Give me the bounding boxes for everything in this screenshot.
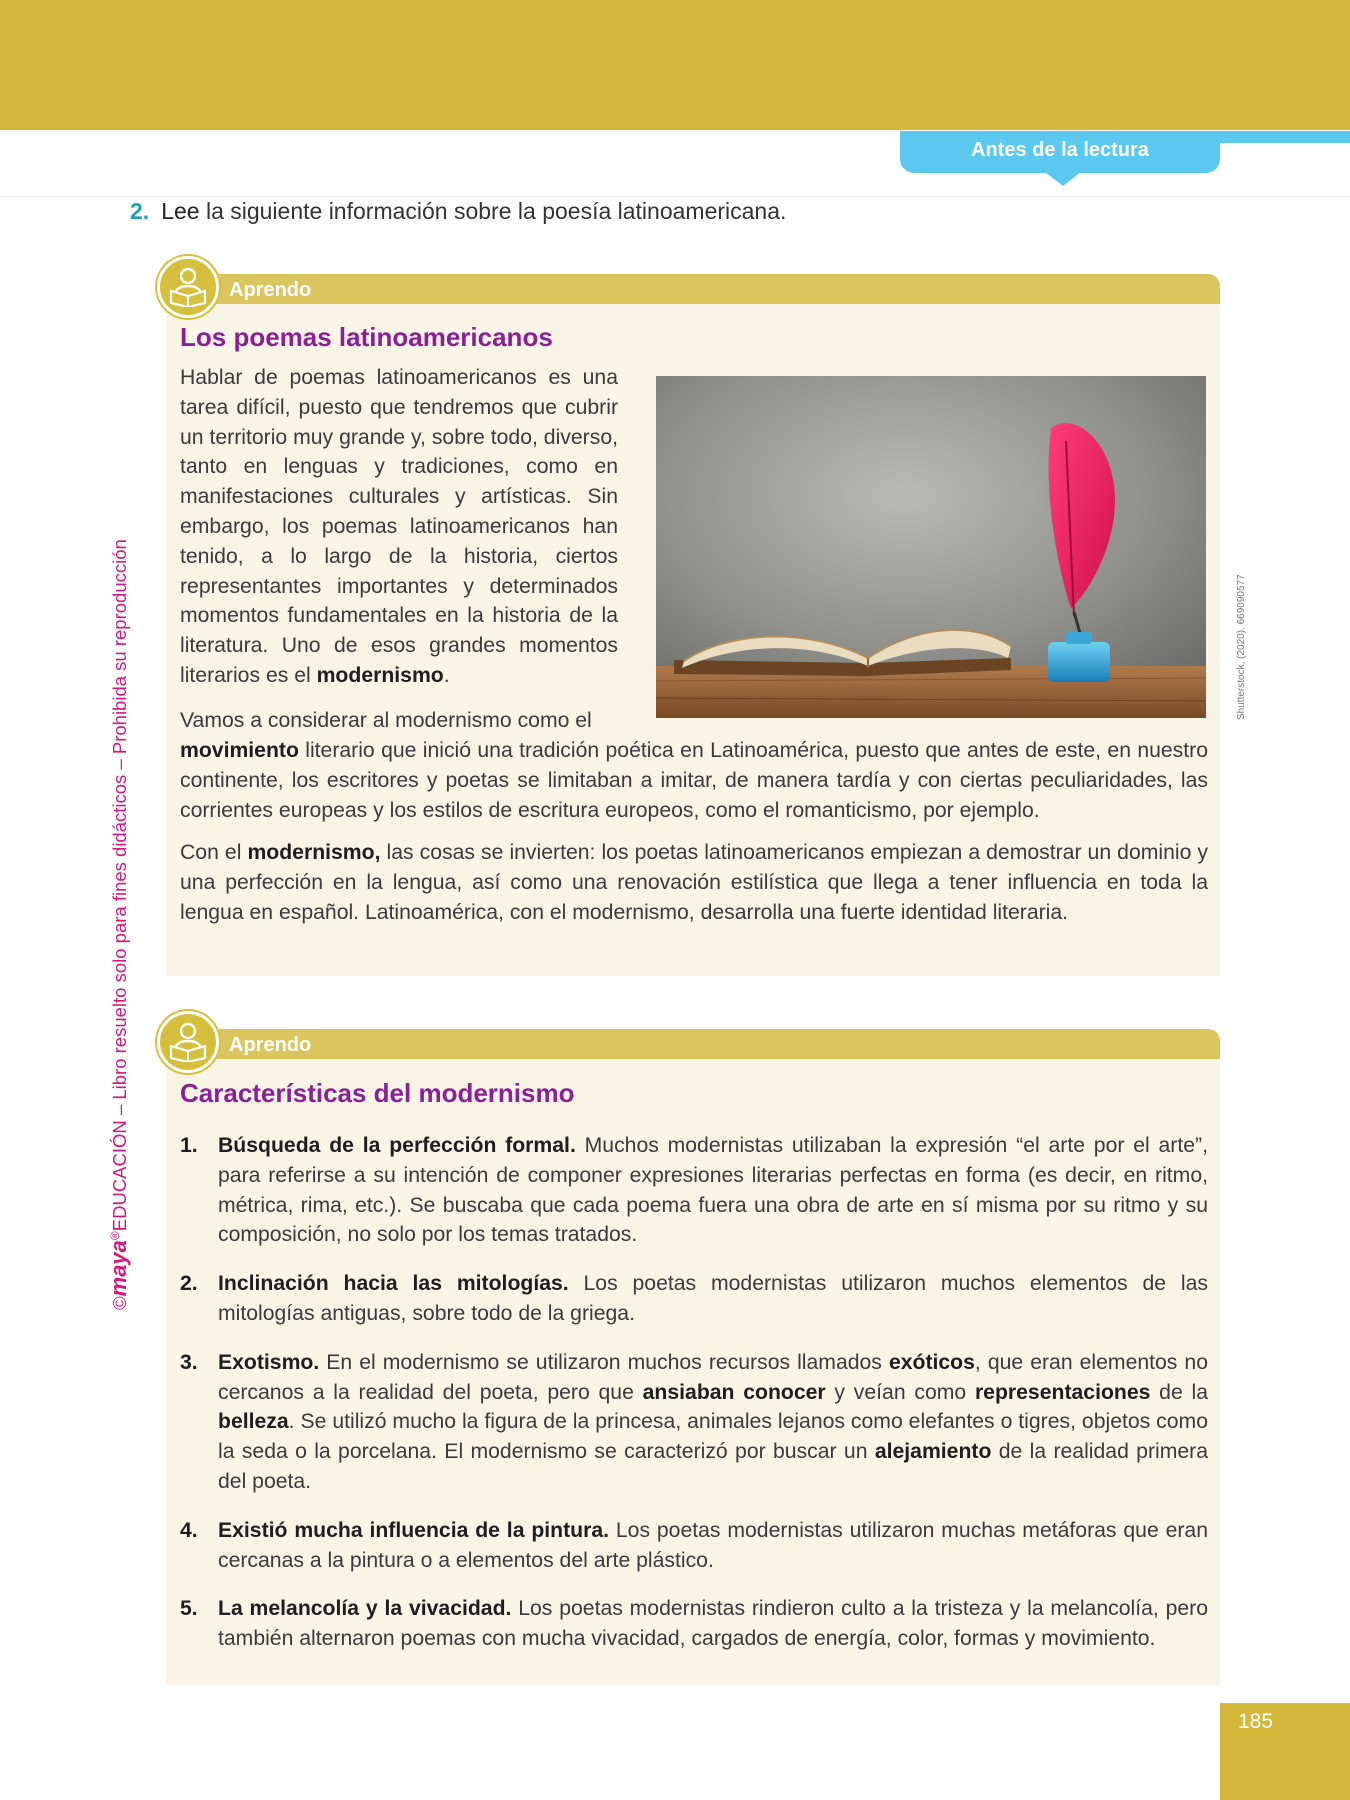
conclusion-bold-term: modernismo, [247, 841, 381, 864]
list-item-number: 3. [180, 1350, 198, 1374]
movement-bold-term: movimiento [180, 739, 299, 762]
list-item-heading: Inclinación hacia las mitologías. [218, 1272, 569, 1296]
registered-mark: ® [107, 1231, 122, 1241]
conclusion-start: Con el [180, 841, 248, 864]
card-title: Los poemas latinoamericanos [180, 322, 553, 352]
conclusion-text: las cosas se invierten: los poetas latinoamericanos empiezan a demostrar un dominio y una perfección en la lengua, así como una renovación estilística que llega a tener influencia en toda la lengua en español. Latinoamérica, con el modernismo, desarrolla una fuerte identidad literaria. [180, 841, 1208, 924]
instruction-text: la siguiente información sobre la poesía latinoamericana. [199, 198, 787, 224]
characteristics-list [180, 1131, 1208, 1673]
list-item-number: 4. [180, 1518, 198, 1542]
list-item-text: Muchos modernistas utilizaban la expresión “el arte por el arte”, para referirse a su intención de componer expresiones literarias perfectas en forma (es decir, en ritmo, métrica, rima, etc.). Se buscaba que cada poema fuera una obra de arte en sí misma por su ritmo y su composición, no solo por los temas tratados. [218, 1134, 1208, 1247]
list-item-bold: ansiaban conocer [642, 1380, 826, 1404]
top-color-band [0, 0, 1350, 130]
list-item [180, 1516, 1208, 1576]
brand-logo-text: maya [106, 1240, 131, 1297]
list-item-text: y veían como [825, 1380, 975, 1404]
list-item-text: . Se utilizó mucho la figura de la princesa, animales lejanos como elefantes o tigres, objetos como la seda o la porcelana. El modernismo se caracterizó por buscar un [218, 1410, 1208, 1464]
list-item-bold: exóticos [888, 1350, 975, 1374]
list-item-text: En el modernismo se utilizaron muchos recursos llamados [319, 1350, 889, 1374]
list-item-heading: La melancolía y la vivacidad. [218, 1597, 512, 1621]
list-item-text: de la realidad primera del poeta. [218, 1440, 1208, 1493]
list-item-heading: Búsqueda de la perfección formal. [218, 1134, 576, 1157]
list-item-number: 5. [180, 1597, 198, 1621]
list-item [180, 1131, 1208, 1250]
copyright-text: EDUCACIÓN – Libro resuelto solo para fines didácticos – Prohibida su reproducción [109, 539, 130, 1232]
intro-end: . [443, 663, 450, 687]
list-item-text: Los poetas modernistas utilizaron muchos elementos de las mitologías antiguas, sobre todo de la griega. [218, 1272, 1208, 1325]
list-item-bold: belleza [218, 1410, 289, 1434]
list-item-text: Los poetas modernistas utilizaron muchas metáforas que eran cercanas a la pintura o a elementos del arte plástico. [218, 1518, 1208, 1572]
header-divider [0, 196, 1350, 197]
reader-badge-icon [157, 256, 219, 318]
conclusion-paragraph [180, 838, 1208, 927]
card-title: Características del modernismo [180, 1078, 575, 1108]
movement-text: literario que inició una tradición poética en Latinoamérica, puesto que antes de este, en nuestro continente, los escritores y poetas se limitaban a imitar, de manera tardía y con ciertas peculiaridades, las corrientes europeas y los estilos de escritura europeos, como el romanticismo, por ejemplo. [180, 739, 1208, 822]
learn-card-header-label: Aprendo [229, 279, 312, 301]
list-item [180, 1594, 1208, 1654]
photo-credit: Shutterstock, (2020). 669090577 [1236, 574, 1247, 720]
movement-paragraph [180, 736, 1208, 825]
list-item-text: Los poetas modernistas rindieron culto a la tristeza y la melancolía, pero también alternaron poemas con mucha vivacidad, cargados de energía, color, formas y movimiento. [218, 1597, 1208, 1651]
list-item-bold: alejamiento [874, 1440, 992, 1464]
instruction [130, 198, 786, 225]
book-quill-photo [656, 376, 1206, 718]
list-item-heading: Existió mucha influencia de la pintura. [218, 1518, 610, 1542]
list-item-number: 2. [180, 1272, 198, 1296]
intro-bold-term: modernismo [316, 663, 444, 687]
list-item-number: 1. [180, 1134, 198, 1157]
list-item [180, 1348, 1208, 1497]
movement-paragraph-lead: Vamos a considerar al modernismo como el [180, 709, 592, 732]
section-tab-label: Antes de la lectura [971, 139, 1149, 161]
intro-paragraph [180, 363, 618, 691]
list-item-heading: Exotismo. [218, 1350, 320, 1374]
reader-badge-icon [157, 1011, 219, 1073]
instruction-verb: Lee [161, 198, 200, 224]
learn-card-header-label: Aprendo [229, 1034, 312, 1056]
section-tab-pointer [1045, 172, 1081, 186]
learn-card-header [186, 1029, 1220, 1059]
tab-accent-strip [1218, 131, 1350, 143]
list-item-bold: representaciones [974, 1380, 1151, 1404]
page-number: 185 [1238, 1710, 1274, 1733]
copyright-symbol: © [109, 1296, 130, 1310]
list-item-text: de la [1150, 1380, 1208, 1404]
instruction-number: 2. [130, 198, 150, 224]
intro-text: Hablar de poemas latinoamericanos es una tarea difícil, puesto que tendremos que cubrir un territorio muy grande y, sobre todo, diverso, tanto en lenguas y tradiciones, como en manifestaciones culturales y artísticas. Sin embargo, los poemas latinoamericanos han tenido, a lo largo de la historia, ciertos representantes importantes y determinados momentos fundamentales en la historia de la literatura. Uno de esos grandes momentos literarios es el [180, 366, 618, 687]
learn-card-header [186, 274, 1220, 304]
copyright-vertical-text [106, 539, 132, 1310]
section-tab [900, 131, 1220, 173]
list-item [180, 1269, 1208, 1329]
list-item-text: , que eran elementos no cercanos a la realidad del poeta, pero que [218, 1350, 1208, 1404]
